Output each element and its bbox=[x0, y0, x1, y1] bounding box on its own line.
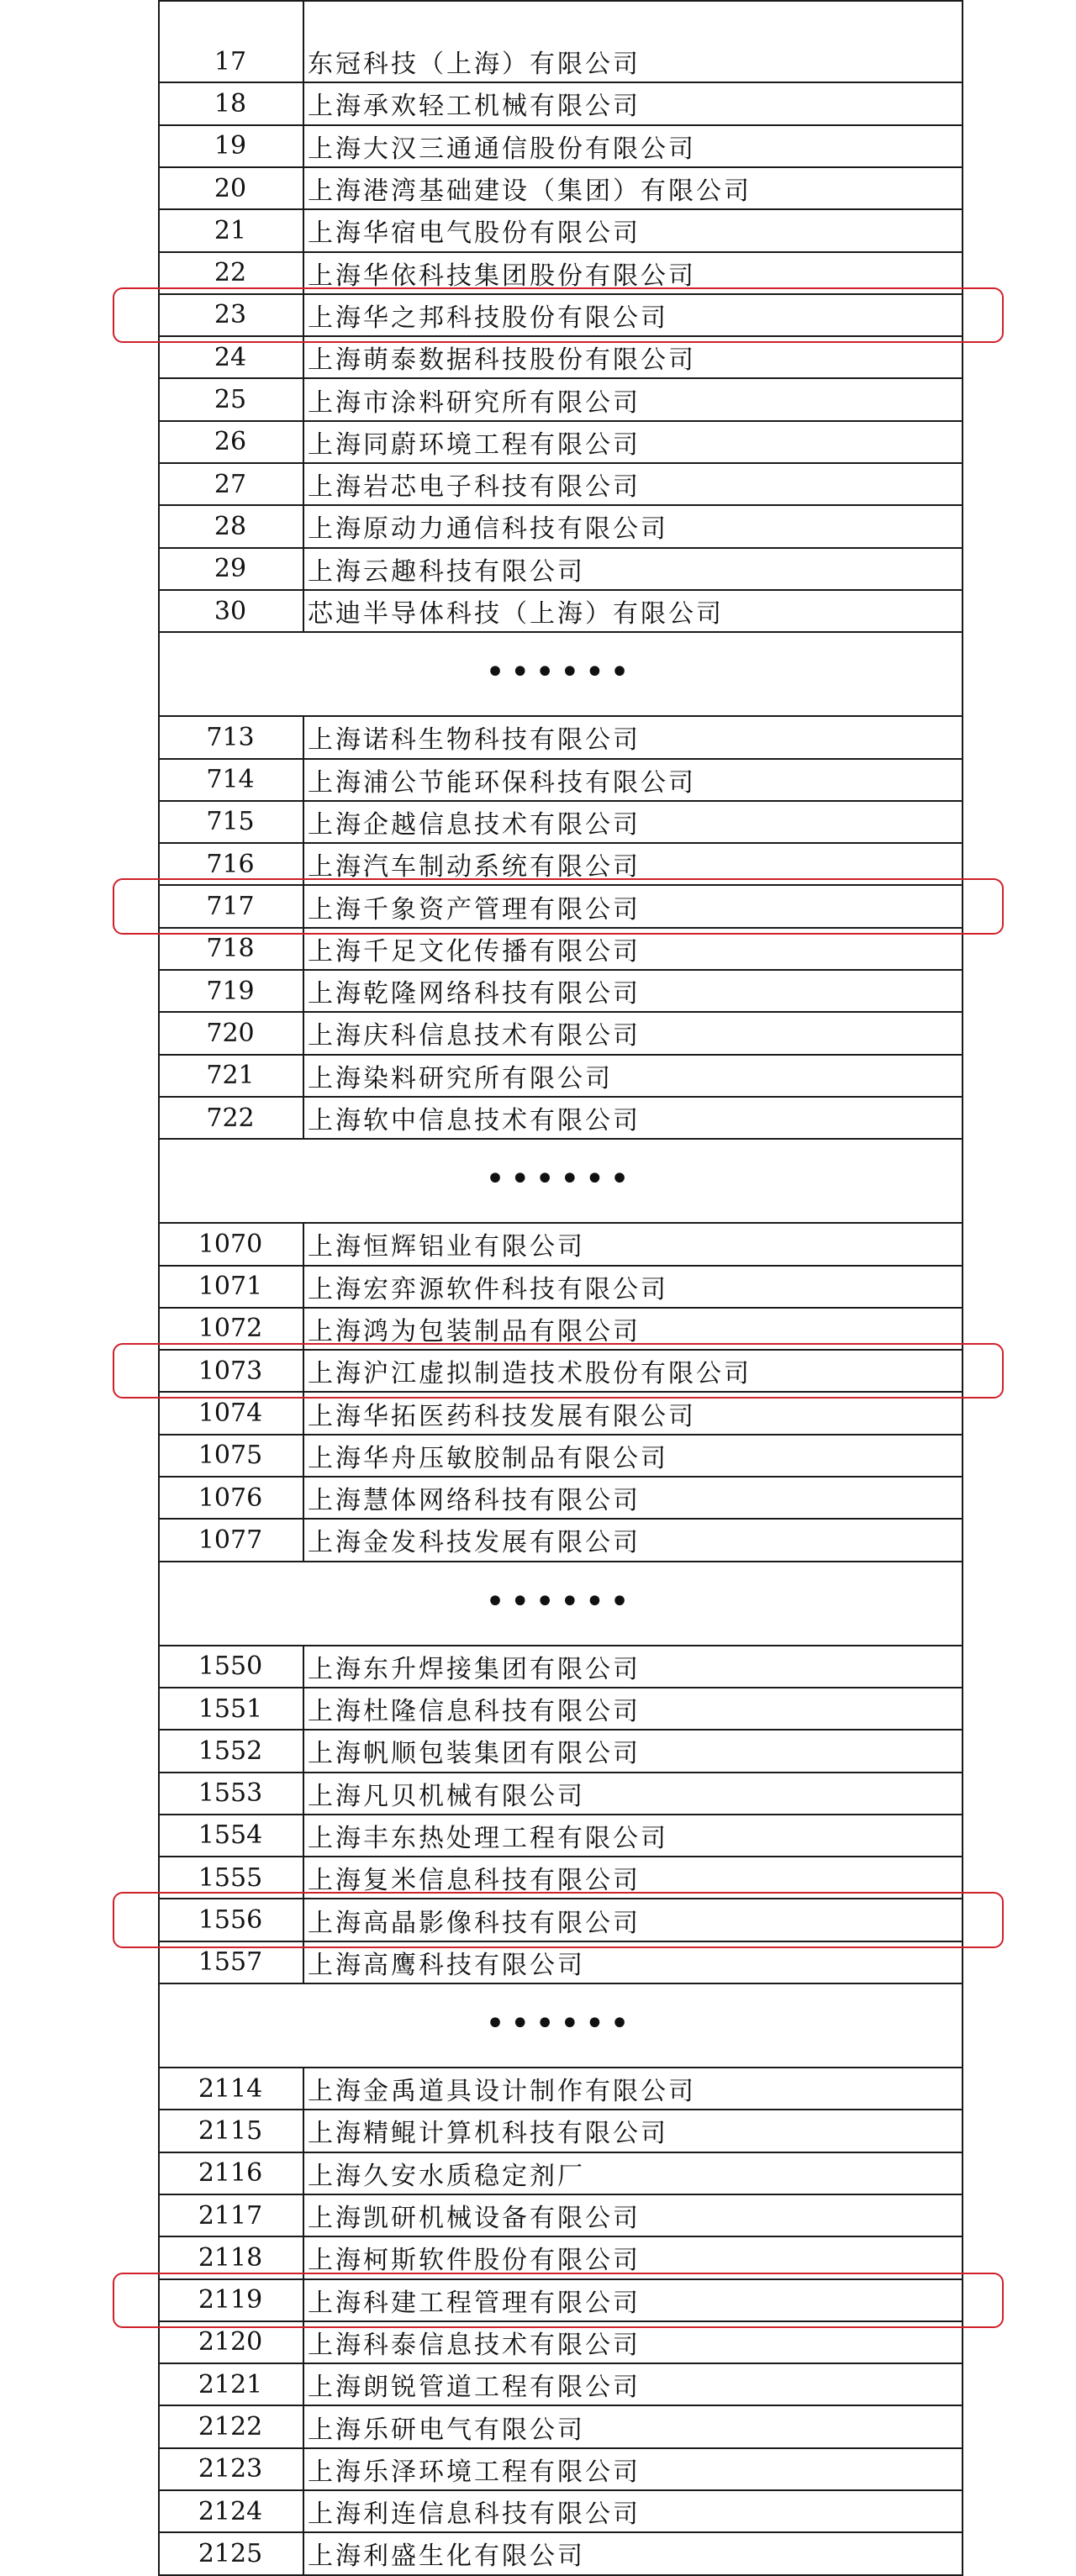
table-row bbox=[158, 2110, 962, 2152]
ellipsis: •••••• bbox=[485, 1582, 635, 1621]
company-name: 上海东升焊接集团有限公司 bbox=[308, 1654, 641, 1684]
table-row bbox=[158, 1730, 962, 1772]
company-name: 上海大汉三通通信股份有限公司 bbox=[308, 134, 696, 164]
table-row bbox=[158, 125, 962, 167]
company-name: 上海利连信息科技有限公司 bbox=[308, 2500, 641, 2530]
row-number: 720 bbox=[206, 1018, 255, 1048]
company-name: 上海华拓医药科技发展有限公司 bbox=[308, 1401, 696, 1431]
row-rule bbox=[158, 1138, 963, 1140]
table-row bbox=[158, 2194, 962, 2236]
company-name: 上海乾隆网络科技有限公司 bbox=[308, 979, 641, 1009]
row-number: 1071 bbox=[198, 1272, 263, 1302]
company-name: 上海金禹道具设计制作有限公司 bbox=[308, 2077, 696, 2107]
company-name: 上海复米信息科技有限公司 bbox=[308, 1866, 641, 1896]
row-number: 715 bbox=[206, 807, 255, 837]
row-number: 2118 bbox=[198, 2242, 263, 2273]
company-name: 上海杜隆信息科技有限公司 bbox=[308, 1697, 641, 1727]
row-number: 1075 bbox=[198, 1441, 263, 1471]
company-name: 上海千象资产管理有限公司 bbox=[308, 894, 641, 925]
table-row bbox=[158, 716, 962, 758]
row-number: 2122 bbox=[198, 2412, 263, 2442]
row-number: 1553 bbox=[198, 1778, 263, 1809]
table-row bbox=[158, 40, 962, 82]
table-border-right bbox=[962, 0, 963, 2575]
row-number: 25 bbox=[214, 385, 247, 415]
row-number: 23 bbox=[214, 300, 247, 330]
company-name: 上海原动力通信科技有限公司 bbox=[308, 514, 668, 545]
row-number: 713 bbox=[206, 722, 255, 752]
row-number: 2116 bbox=[198, 2158, 263, 2189]
row-number: 30 bbox=[214, 596, 247, 626]
row-number: 2123 bbox=[198, 2454, 263, 2484]
row-number: 26 bbox=[214, 427, 247, 457]
company-name: 上海精鲲计算机科技有限公司 bbox=[308, 2119, 668, 2149]
ellipsis: •••••• bbox=[485, 653, 635, 693]
table-row bbox=[158, 548, 962, 590]
table-row bbox=[158, 505, 962, 547]
company-name: 上海庆科信息技术有限公司 bbox=[308, 1021, 641, 1051]
company-name: 上海凯研机械设备有限公司 bbox=[308, 2204, 641, 2234]
table-row bbox=[158, 590, 962, 632]
company-name: 上海港湾基础建设（集团）有限公司 bbox=[308, 176, 752, 207]
table-row bbox=[158, 759, 962, 801]
row-number: 28 bbox=[214, 511, 247, 541]
company-name: 上海千足文化传播有限公司 bbox=[308, 936, 641, 967]
table-row bbox=[158, 209, 962, 251]
ellipsis: •••••• bbox=[485, 1160, 635, 1199]
row-rule bbox=[158, 631, 963, 633]
row-number: 1550 bbox=[198, 1651, 263, 1682]
table-row bbox=[158, 1815, 962, 1857]
table-row bbox=[158, 1773, 962, 1815]
table-row bbox=[158, 2321, 962, 2363]
row-number: 2117 bbox=[198, 2200, 263, 2231]
table-row bbox=[158, 1097, 962, 1139]
company-name: 上海萌泰数据科技股份有限公司 bbox=[308, 345, 696, 376]
company-name: 上海高晶影像科技有限公司 bbox=[308, 1908, 641, 1938]
company-name: 上海恒辉铝业有限公司 bbox=[308, 1232, 585, 1262]
table-row bbox=[158, 167, 962, 209]
row-number: 19 bbox=[214, 131, 247, 161]
row-number: 2120 bbox=[198, 2327, 263, 2357]
row-number: 1556 bbox=[198, 1905, 263, 1936]
company-name: 上海华依科技集团股份有限公司 bbox=[308, 261, 696, 291]
company-name: 上海云趣科技有限公司 bbox=[308, 556, 585, 587]
table-row bbox=[158, 378, 962, 420]
highlight-box bbox=[113, 1343, 1004, 1399]
row-number: 2121 bbox=[198, 2369, 263, 2400]
row-rule bbox=[158, 1561, 963, 1562]
row-number: 1073 bbox=[198, 1356, 263, 1386]
highlight-box bbox=[113, 878, 1004, 934]
company-name: 上海浦公节能环保科技有限公司 bbox=[308, 767, 696, 798]
row-number: 1076 bbox=[198, 1483, 263, 1513]
row-number: 718 bbox=[206, 934, 255, 964]
company-name: 上海华之邦科技股份有限公司 bbox=[308, 303, 668, 333]
company-name: 上海同蔚环境工程有限公司 bbox=[308, 429, 641, 460]
table-row bbox=[158, 2532, 962, 2574]
company-name: 上海沪江虚拟制造技术股份有限公司 bbox=[308, 1359, 752, 1389]
table-row bbox=[158, 463, 962, 505]
company-name: 芯迪半导体科技（上海）有限公司 bbox=[308, 599, 724, 630]
row-rule bbox=[158, 1983, 963, 1984]
row-number: 29 bbox=[214, 554, 247, 584]
row-number: 1557 bbox=[198, 1947, 263, 1978]
company-name: 上海市涂料研究所有限公司 bbox=[308, 387, 641, 418]
row-number: 1555 bbox=[198, 1862, 263, 1893]
table-row bbox=[158, 1012, 962, 1054]
table-row bbox=[158, 1266, 962, 1308]
company-name: 上海久安水质稳定剂厂 bbox=[308, 2161, 585, 2191]
row-number: 21 bbox=[214, 215, 247, 245]
highlight-box bbox=[113, 2273, 1004, 2328]
company-name: 上海华宿电气股份有限公司 bbox=[308, 219, 641, 249]
company-name: 上海帆顺包装集团有限公司 bbox=[308, 1739, 641, 1769]
company-name: 上海科建工程管理有限公司 bbox=[308, 2288, 641, 2318]
row-number: 717 bbox=[206, 892, 255, 922]
row-number: 2124 bbox=[198, 2496, 263, 2526]
row-number: 716 bbox=[206, 849, 255, 879]
row-number: 2125 bbox=[198, 2538, 263, 2568]
company-name: 上海染料研究所有限公司 bbox=[308, 1063, 613, 1093]
company-name: 上海慧体网络科技有限公司 bbox=[308, 1486, 641, 1516]
table-row bbox=[158, 82, 962, 124]
company-name: 上海金发科技发展有限公司 bbox=[308, 1528, 641, 1558]
company-name: 上海丰东热处理工程有限公司 bbox=[308, 1823, 668, 1853]
company-name: 上海鸿为包装制品有限公司 bbox=[308, 1316, 641, 1346]
table-row bbox=[158, 2152, 962, 2194]
row-number: 719 bbox=[206, 976, 255, 1006]
table-row bbox=[158, 2490, 962, 2532]
table-row bbox=[158, 421, 962, 463]
table-row bbox=[158, 1519, 962, 1561]
company-name: 上海朗锐管道工程有限公司 bbox=[308, 2373, 641, 2403]
row-number: 2119 bbox=[198, 2285, 263, 2315]
company-name: 东冠科技（上海）有限公司 bbox=[308, 50, 641, 80]
table-row bbox=[158, 1392, 962, 1434]
company-name: 上海软中信息技术有限公司 bbox=[308, 1106, 641, 1136]
table-row bbox=[158, 1435, 962, 1477]
table-row bbox=[158, 1477, 962, 1519]
company-name: 上海高鹰科技有限公司 bbox=[308, 1950, 585, 1980]
row-number: 27 bbox=[214, 469, 247, 499]
company-name: 上海柯斯软件股份有限公司 bbox=[308, 2246, 641, 2276]
company-name: 上海承欢轻工机械有限公司 bbox=[308, 92, 641, 122]
table-row bbox=[158, 1055, 962, 1097]
company-name: 上海利盛生化有限公司 bbox=[308, 2542, 585, 2572]
table-row bbox=[158, 336, 962, 378]
highlight-box bbox=[113, 1892, 1004, 1947]
row-rule bbox=[158, 2574, 963, 2576]
row-number: 1074 bbox=[198, 1399, 263, 1429]
row-number: 2114 bbox=[198, 2073, 263, 2104]
row-number: 714 bbox=[206, 765, 255, 795]
table-row bbox=[158, 2068, 962, 2110]
company-name: 上海宏弈源软件科技有限公司 bbox=[308, 1274, 668, 1304]
row-number: 22 bbox=[214, 258, 247, 288]
table-row bbox=[158, 2363, 962, 2405]
table-row bbox=[158, 1941, 962, 1983]
row-rule bbox=[158, 0, 963, 2]
table-row bbox=[158, 801, 962, 843]
row-number: 1072 bbox=[198, 1314, 263, 1344]
company-name: 上海乐研电气有限公司 bbox=[308, 2415, 585, 2445]
row-number: 24 bbox=[214, 342, 247, 372]
highlight-box bbox=[113, 287, 1004, 343]
row-number: 722 bbox=[206, 1103, 255, 1133]
company-name: 上海诺科生物科技有限公司 bbox=[308, 725, 641, 756]
row-number: 17 bbox=[214, 46, 247, 76]
row-number: 1077 bbox=[198, 1525, 263, 1555]
company-name: 上海乐泽环境工程有限公司 bbox=[308, 2457, 641, 2487]
table-row bbox=[158, 1688, 962, 1730]
company-name: 上海凡贝机械有限公司 bbox=[308, 1781, 585, 1811]
table-row bbox=[158, 1646, 962, 1688]
row-number: 1552 bbox=[198, 1736, 263, 1766]
company-name: 上海岩芯电子科技有限公司 bbox=[308, 472, 641, 503]
row-number: 1551 bbox=[198, 1694, 263, 1724]
table-row bbox=[158, 928, 962, 970]
table-row bbox=[158, 2448, 962, 2490]
row-number: 721 bbox=[206, 1061, 255, 1091]
row-number: 1070 bbox=[198, 1229, 263, 1259]
company-name: 上海汽车制动系统有限公司 bbox=[308, 852, 641, 882]
row-number: 20 bbox=[214, 173, 247, 203]
row-number: 18 bbox=[214, 88, 247, 119]
table-row bbox=[158, 2405, 962, 2447]
company-name: 上海企越信息技术有限公司 bbox=[308, 809, 641, 840]
company-name: 上海华舟压敏胶制品有限公司 bbox=[308, 1443, 668, 1473]
table-row bbox=[158, 970, 962, 1012]
table-row bbox=[158, 1223, 962, 1265]
row-number: 2115 bbox=[198, 2115, 263, 2146]
company-name: 上海科泰信息技术有限公司 bbox=[308, 2330, 641, 2360]
row-number: 1554 bbox=[198, 1820, 263, 1851]
ellipsis: •••••• bbox=[485, 2004, 635, 2043]
